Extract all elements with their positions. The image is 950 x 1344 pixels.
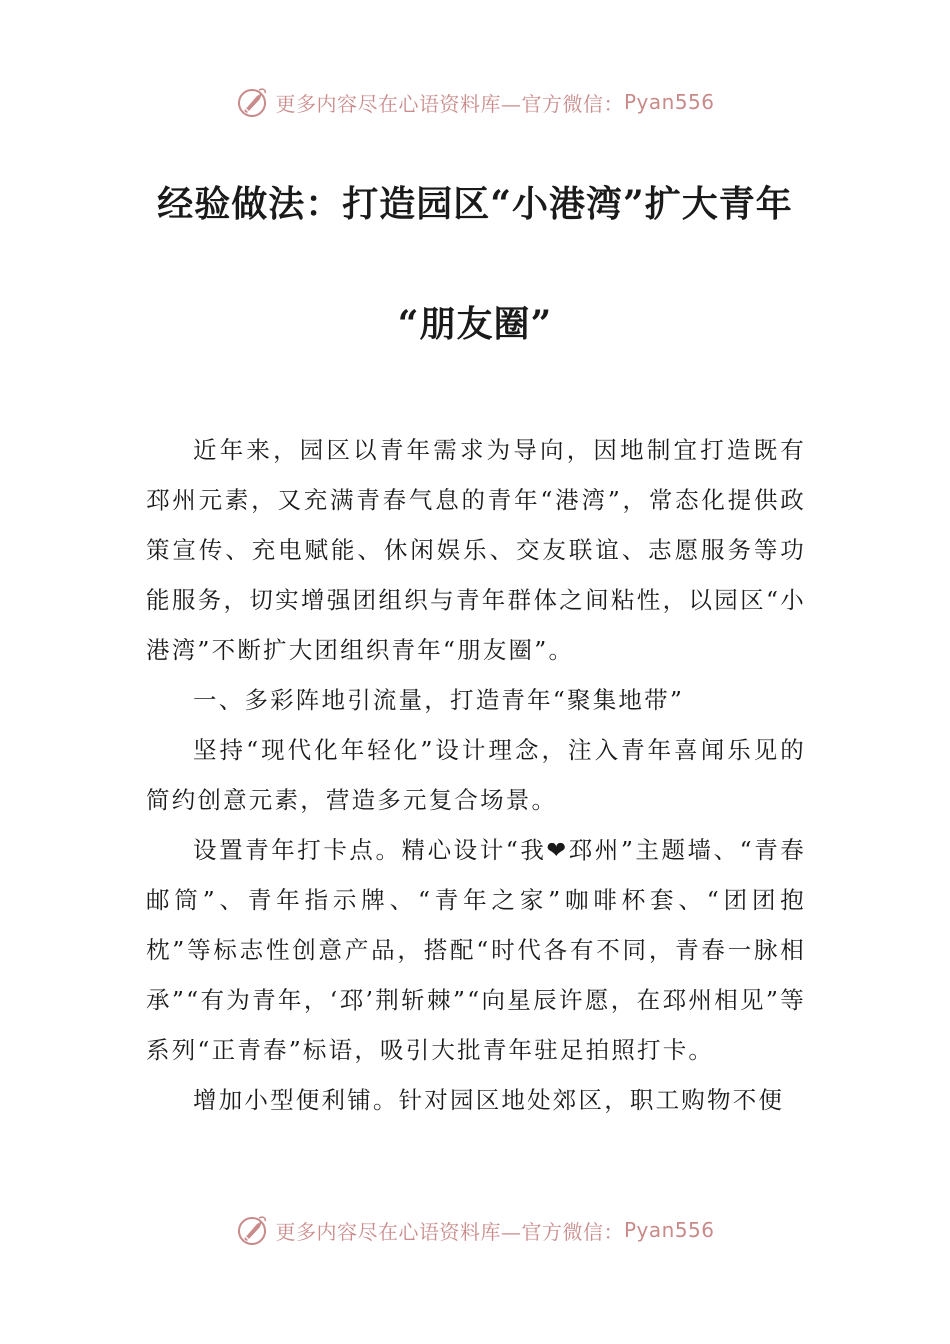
paragraph-intro: 近年来，园区以青年需求为导向，因地制宜打造既有邳州元素，又充满青春气息的青年“港湾”，常态化提供政策宣传、充电赋能、休闲娱乐、交友联谊、志愿服务等功能服务，切实增强团组织与青年群体之间粘性，以园区“小港湾”不断扩大团组织青年“朋友圈”。: [146, 436, 806, 664]
document-title-line-2: “朋友圈”: [397, 303, 553, 345]
paragraph-convenience-store: 增加小型便利铺。针对园区地处郊区，职工购物不便: [193, 1086, 785, 1114]
header-watermark: [0, 84, 950, 120]
watermark-text: 更多内容尽在心语资料库—官方微信：: [275, 1219, 624, 1244]
paragraph-design-concept: 坚持“现代化年轻化”设计理念，注入青年喜闻乐见的简约创意元素，营造多元复合场景。: [146, 736, 806, 814]
watermark-wechat-id: Pyan556: [623, 90, 715, 114]
watermark-text: 更多内容尽在心语资料库—官方微信：: [275, 91, 624, 116]
document-title-line-1: 经验做法：打造园区“小港湾”扩大青年: [157, 183, 793, 225]
section-heading-1: 一、多彩阵地引流量，打造青年“聚集地带”: [193, 686, 685, 714]
watermark-wechat-id: Pyan556: [623, 1218, 715, 1242]
pen-nib-icon: [235, 1212, 271, 1248]
pen-nib-icon: [235, 84, 271, 120]
document-body: [146, 425, 806, 1125]
footer-watermark: [0, 1212, 950, 1248]
paragraph-checkin-points: 设置青年打卡点。精心设计“我❤邳州”主题墙、“青春邮筒”、青年指示牌、“青年之家”咖啡杯套、“团团抱枕”等标志性创意产品，搭配“时代各有不同，青春一脉相承”“有为青年，‘邳’荆斩棘”“向星辰许愿，在邳州相见”等系列“正青春”标语，吸引大批青年驻足拍照打卡。: [146, 836, 806, 1064]
